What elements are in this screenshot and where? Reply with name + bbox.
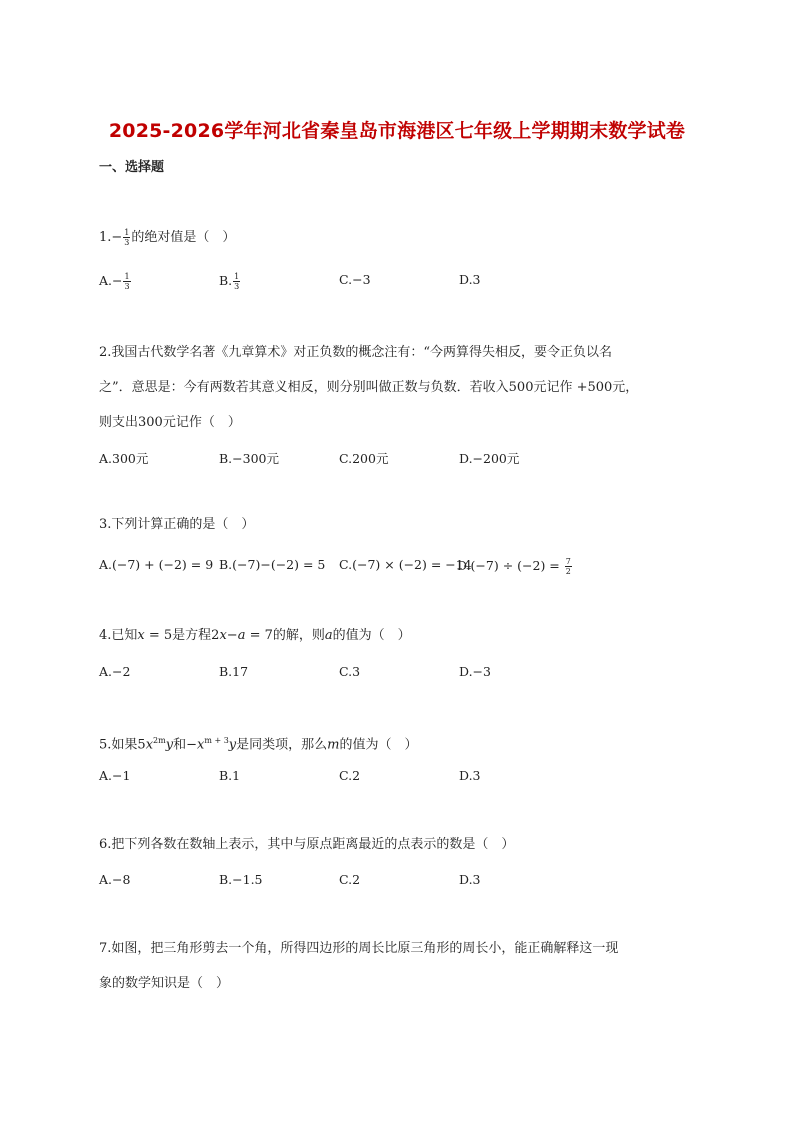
question-3-options	[99, 557, 699, 581]
option-b[interactable]: B.(−7)−(−2) = 5	[219, 557, 326, 572]
section-heading: 一、选择题	[99, 160, 165, 175]
option-a[interactable]: A.−8	[99, 872, 131, 887]
option-a[interactable]: A.−2	[99, 664, 131, 679]
question-7: 7.如图，把三角形剪去一个角，所得四边形的周长比原三角形的周长小，能正确解释这一现 象的数学知识是（ ）	[99, 941, 619, 991]
question-6-options	[99, 872, 699, 896]
option-a[interactable]: A.−1	[99, 768, 131, 783]
option-b[interactable]: B.1	[219, 768, 241, 783]
option-d[interactable]: D.3	[459, 272, 481, 287]
option-c[interactable]: C.−3	[339, 272, 371, 287]
option-d[interactable]: D.−3	[459, 664, 491, 679]
option-b[interactable]: B. $\frac{1}{3}$	[219, 272, 240, 291]
option-a[interactable]: A.300元	[99, 451, 149, 466]
option-b[interactable]: B.−1.5	[219, 872, 263, 887]
option-d[interactable]: D.3	[459, 768, 481, 783]
option-c[interactable]: C.2	[339, 872, 361, 887]
question-4: 4.已知x = 5是方程2x−a = 7的解，则a的值为（ ）	[99, 628, 411, 643]
option-c[interactable]: C.(−7) × (−2) = −14	[339, 557, 472, 572]
option-a[interactable]: A.(−7) + (−2) = 9	[99, 557, 214, 572]
question-1: 1.− $\frac{1}{3}$ 的绝对值是（ ）	[99, 228, 236, 247]
option-a[interactable]: A.− $\frac{1}{3}$	[99, 272, 130, 291]
exam-title: 2025-2026学年河北省秦皇岛市海港区七年级上学期期末数学试卷	[108, 120, 686, 142]
question-1-options	[99, 272, 699, 296]
question-5-options	[99, 768, 699, 792]
question-2: 2.我国古代数学名著《九章算术》对正负数的概念注有：“今两算得失相反，要令正负以名 之”．意思是：今有两数若其意义相反，则分别叫做正数与负数．若收入500元记作 +500元， 则支出300元记作（ ）	[99, 345, 639, 430]
option-d[interactable]: D.3	[459, 872, 481, 887]
fraction: $\frac{1}{3}$	[124, 228, 130, 247]
option-d[interactable]: D.(−7) ÷ (−2) = $\frac{7}{2}$	[457, 557, 571, 576]
question-4-options	[99, 664, 699, 688]
question-2-options	[99, 449, 699, 473]
option-c[interactable]: C.3	[339, 664, 361, 679]
option-d[interactable]: D.−200元	[459, 451, 520, 466]
question-3: 3.下列计算正确的是（ ）	[99, 517, 255, 532]
option-b[interactable]: B.17	[219, 664, 249, 679]
option-c[interactable]: C.2	[339, 768, 361, 783]
question-6: 6.把下列各数在数轴上表示，其中与原点距离最近的点表示的数是（ ）	[99, 837, 515, 852]
option-c[interactable]: C.200元	[339, 451, 389, 466]
option-b[interactable]: B.−300元	[219, 451, 279, 466]
question-5: 5.如果$5x^{2m}y$和$-x^{m + 3}y$是同类项，那么m的值为（ ）	[99, 736, 418, 753]
